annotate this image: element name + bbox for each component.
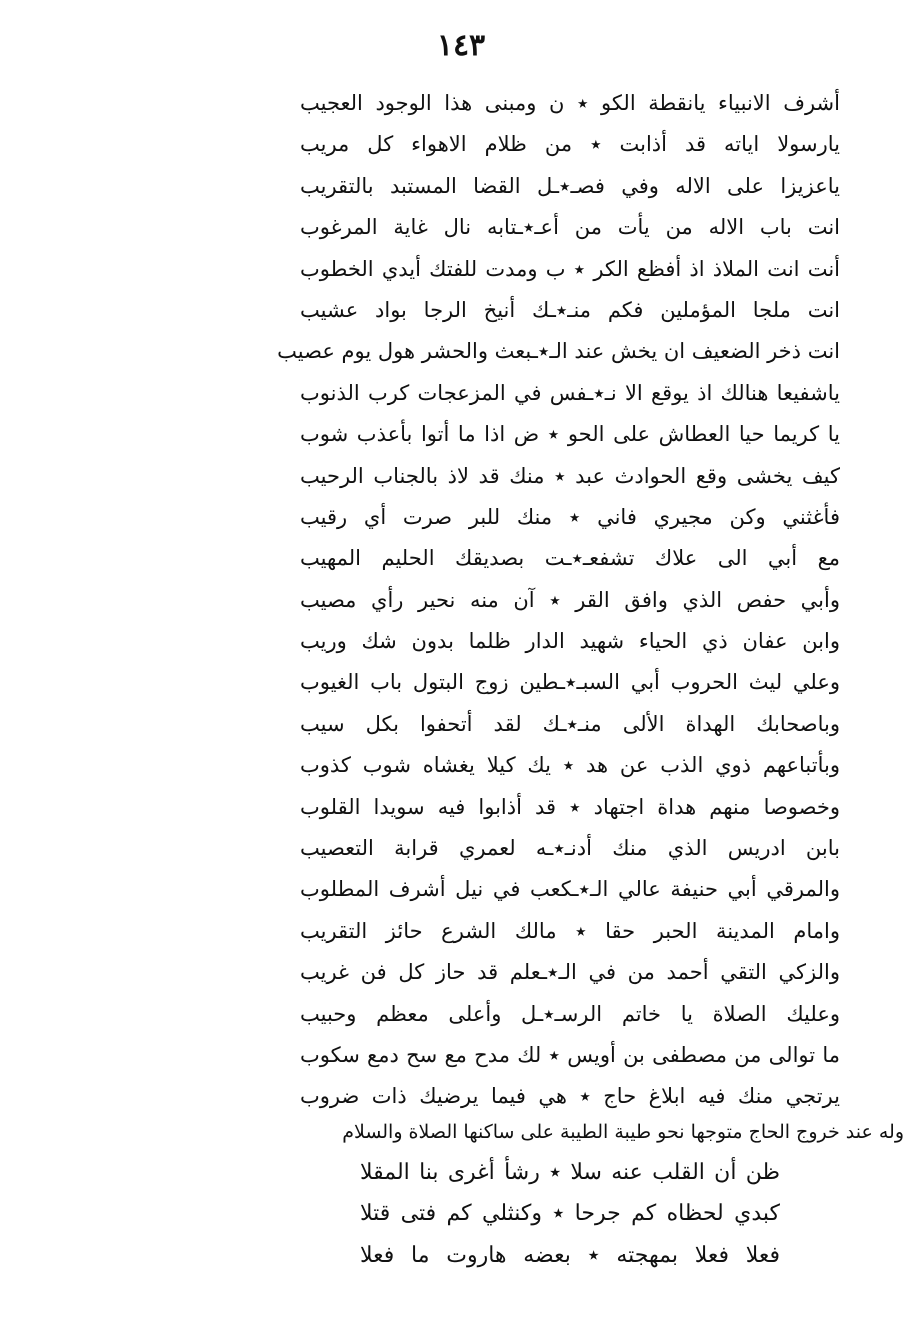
verse-line: يارسولا اياته قد أذابت ٭ من ظلام الاهواء كل مريب [300,132,840,157]
short-poem-verses [360,1152,780,1276]
section-heading: وله عند خروج الحاج متوجها نحو طيبة الطيبة على ساكنها الصلاة والسلام [342,1121,904,1143]
verse-line: وأبي حفص الذي وافق القر ٭ آن منه نحير رأي مصيب [300,587,840,612]
verse-line: أنت انت الملاذ اذ أفظع الكر ٭ ب ومدت للفتك أيدي الخطوب [300,256,840,281]
verse-line: وابن عفان ذي الحياء شهيد الدار ظلما بدون شك وريب [300,629,840,654]
verse-line: يرتجي منك فيه ابلاغ حاج ٭ هي فيما يرضيك ذات ضروب [300,1084,840,1109]
verse-line: مع أبي الى علاك تشفعـ٭ـت بصديقك الحليم المهيب [300,546,840,571]
verse-line: كيف يخشى وقع الحوادث عبد ٭ منك قد لاذ بالجناب الرحيب [300,463,840,488]
verse-line: ياشفيعا هنالك اذ يوقع الا نـ٭ـفس في المزعجات كرب الذنوب [300,380,840,405]
verse-line: والزكي التقي أحمد من في الـ٭ـعلم قد حاز كل فن غريب [300,960,840,985]
page-number: ١٤٣ [436,28,486,63]
verse-line: يا كريما حيا العطاش على الحو ٭ ض اذا ما أتوا بأعذب شوب [300,422,840,447]
verse-line: وامام المدينة الحبر حقا ٭ مالك الشرع حائز التقريب [300,918,840,943]
verse-line: انت ملجا المؤملين فكم منـ٭ـك أنيخ الرجا بواد عشيب [300,297,840,322]
verse-line: انت ذخر الضعيف ان يخش عند الـ٭ـبعث والحشر هول يوم عصيب [277,339,840,364]
verse-line: أشرف الانبياء يانقطة الكو ٭ ن ومبنى هذا الوجود العجيب [300,91,840,115]
verse-line: وعلي ليث الحروب أبي السبـ٭ـطين زوج البتول باب الغيوب [300,670,840,695]
verse-line: ظن أن القلب عنه سلا ٭ رشأ أغرى بنا المقلا [360,1160,780,1185]
verse-line: وخصوصا منهم هداة اجتهاد ٭ قد أذابوا فيه سويدا القلوب [300,794,840,819]
verse-line: وباصحابك الهداة الألى منـ٭ـك لقد أتحفوا بكل سيب [300,711,840,736]
verse-line: وبأتباعهم ذوي الذب عن هد ٭ يك كيلا يغشاه شوب كذوب [300,753,840,778]
verse-line: ما توالى من مصطفى بن أويس ٭ لك مدح مع سح دمع سكوب [300,1042,840,1067]
verse-line: ياعزيزا على الاله وفي فصـ٭ـل القضا المستبد بالتقريب [300,173,840,198]
poem-verses [277,83,840,1118]
verse-line: فعلا فعلا بمهجته ٭ بعضه هاروت ما فعلا [360,1242,780,1268]
verse-line: كبدي لحظاه كم جرحا ٭ وكنثلي كم فتى قتلا [360,1201,780,1227]
verse-line: فأغثني وكن مجيري فاني ٭ منك للبر صرت أي رقيب [300,504,840,529]
verse-line: وعليك الصلاة يا خاتم الرسـ٭ـل وأعلى معظم وحبيب [300,1001,840,1026]
verse-line: انت باب الاله من يأت من أعـ٭ـتابه نال غاية المرغوب [300,215,840,240]
verse-line: والمرقي أبي حنيفة عالي الـ٭ـكعب في نيل أشرف المطلوب [300,877,840,902]
verse-line: بابن ادريس الذي منك أدنـ٭ـه لعمري قرابة التعصيب [300,836,840,861]
